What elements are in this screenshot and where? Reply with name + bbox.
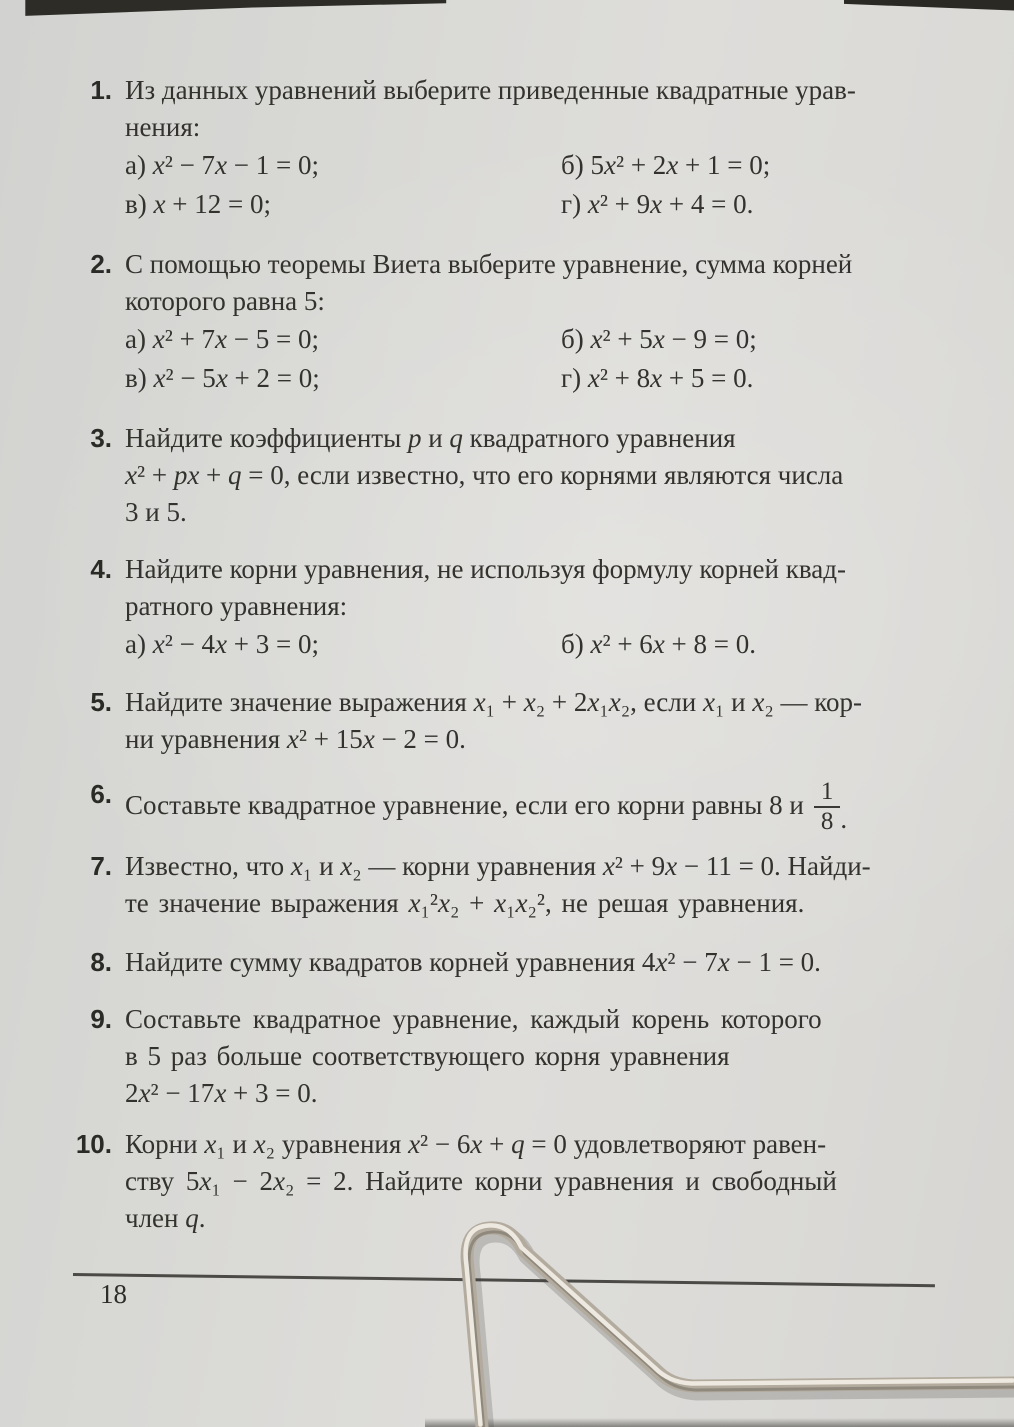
problem-text-line: Составьте квадратное уравнение, каждый корень которого (125, 1004, 822, 1034)
problem-text-line: Найдите сумму квадратов корней уравнения 4x² − 7x − 1 = 0. (125, 947, 821, 977)
problem-1 (66, 72, 968, 224)
problem-7 (66, 848, 968, 922)
problem-text-line: Из данных уравнений выберите приведенные квадратные урав- (125, 75, 856, 105)
problem-text-line: Найдите коэффициенты p и q квадратного уравнения (125, 423, 736, 453)
option-v: в) x² − 5x + 2 = 0; (125, 363, 320, 393)
problem-text-line: которого равна 5: (125, 286, 325, 316)
problem-text-line: С помощью теоремы Виета выберите уравнение, сумма корней (125, 249, 853, 279)
option-g: г) x² + 9x + 4 = 0. (561, 189, 754, 219)
problem-text-line: ни уравнения x² + 15x − 2 = 0. (125, 724, 466, 754)
problem-number: 4. (90, 554, 112, 584)
problem-text-line: ратного уравнения: (125, 591, 348, 621)
problem-text-line: ству 5x₁ − 2x₂ = 2. Найдите корни уравнения и свободный (125, 1166, 837, 1196)
problem-5 (66, 684, 968, 758)
problem-number: 10. (75, 1129, 112, 1159)
problem-text-line: Найдите значение выражения x₁ + x₂ + 2x₁x₂, если x₁ и x₂ — кор- (125, 687, 862, 717)
fraction-denominator: 8 (814, 806, 841, 836)
problem-text-line: 3 и 5. (125, 497, 187, 527)
problem-number: 8. (90, 947, 112, 977)
footer-rule (73, 1273, 935, 1287)
problem-10 (66, 1126, 968, 1237)
problem-text-line: нения: (125, 112, 201, 142)
option-v: в) x + 12 = 0; (125, 189, 271, 219)
problem-9 (66, 1001, 968, 1112)
problem-text-line: член q. (125, 1203, 206, 1233)
problem-text-line: те значение выражения x₁²x₂ + x₁x₂², не решая уравнения. (125, 888, 805, 918)
option-b: б) 5x² + 2x + 1 = 0; (561, 150, 771, 180)
answer-options (125, 320, 968, 398)
answer-options (125, 146, 968, 224)
fraction-one-eighth (814, 778, 841, 836)
problem-8 (66, 944, 968, 981)
problem-number: 2. (90, 249, 112, 279)
problem-number: 6. (90, 779, 112, 809)
option-a: а) x² + 7x − 5 = 0; (125, 324, 319, 354)
problem-number: 5. (90, 687, 112, 717)
problem-number: 9. (90, 1004, 112, 1034)
option-a: а) x² − 7x − 1 = 0; (125, 150, 319, 180)
page-number: 18 (100, 1279, 127, 1309)
option-b: б) x² + 6x + 8 = 0. (561, 629, 756, 659)
option-b: б) x² + 5x − 9 = 0; (561, 324, 757, 354)
option-g: г) x² + 8x + 5 = 0. (561, 363, 754, 393)
answer-options (125, 625, 968, 664)
fraction-numerator: 1 (820, 778, 834, 805)
problem-text-line: 2x² − 17x + 3 = 0. (125, 1078, 318, 1108)
problem-4 (66, 551, 968, 664)
problem-text-line: Найдите корни уравнения, не используя формулу корней квад- (125, 554, 846, 584)
problem-number: 1. (90, 75, 112, 105)
problem-6 (66, 776, 968, 834)
problem-text-line: в 5 раз больше соответствующего корня уравнения (125, 1041, 730, 1071)
problem-text-line: Корни x₁ и x₂ уравнения x² − 6x + q = 0 удовлетворяют равен- (125, 1129, 827, 1159)
problem-text-line: x² + px + q = 0, если известно, что его корнями являются числа (125, 460, 844, 490)
problem-3 (66, 420, 968, 531)
problem-text-line: Составьте квадратное уравнение, если его корни равны 8 и $\frac{1}{8}$ . (125, 776, 968, 834)
problem-number: 3. (90, 423, 112, 453)
problem-text-line: Известно, что x₁ и x₂ — корни уравнения x² + 9x − 11 = 0. Найди- (125, 851, 871, 881)
problem-2 (66, 246, 968, 398)
sentence-period: . (840, 804, 848, 834)
option-a: а) x² − 4x + 3 = 0; (125, 629, 319, 659)
problem-number: 7. (90, 851, 112, 881)
photo-edge-bottom (425, 1418, 1014, 1427)
